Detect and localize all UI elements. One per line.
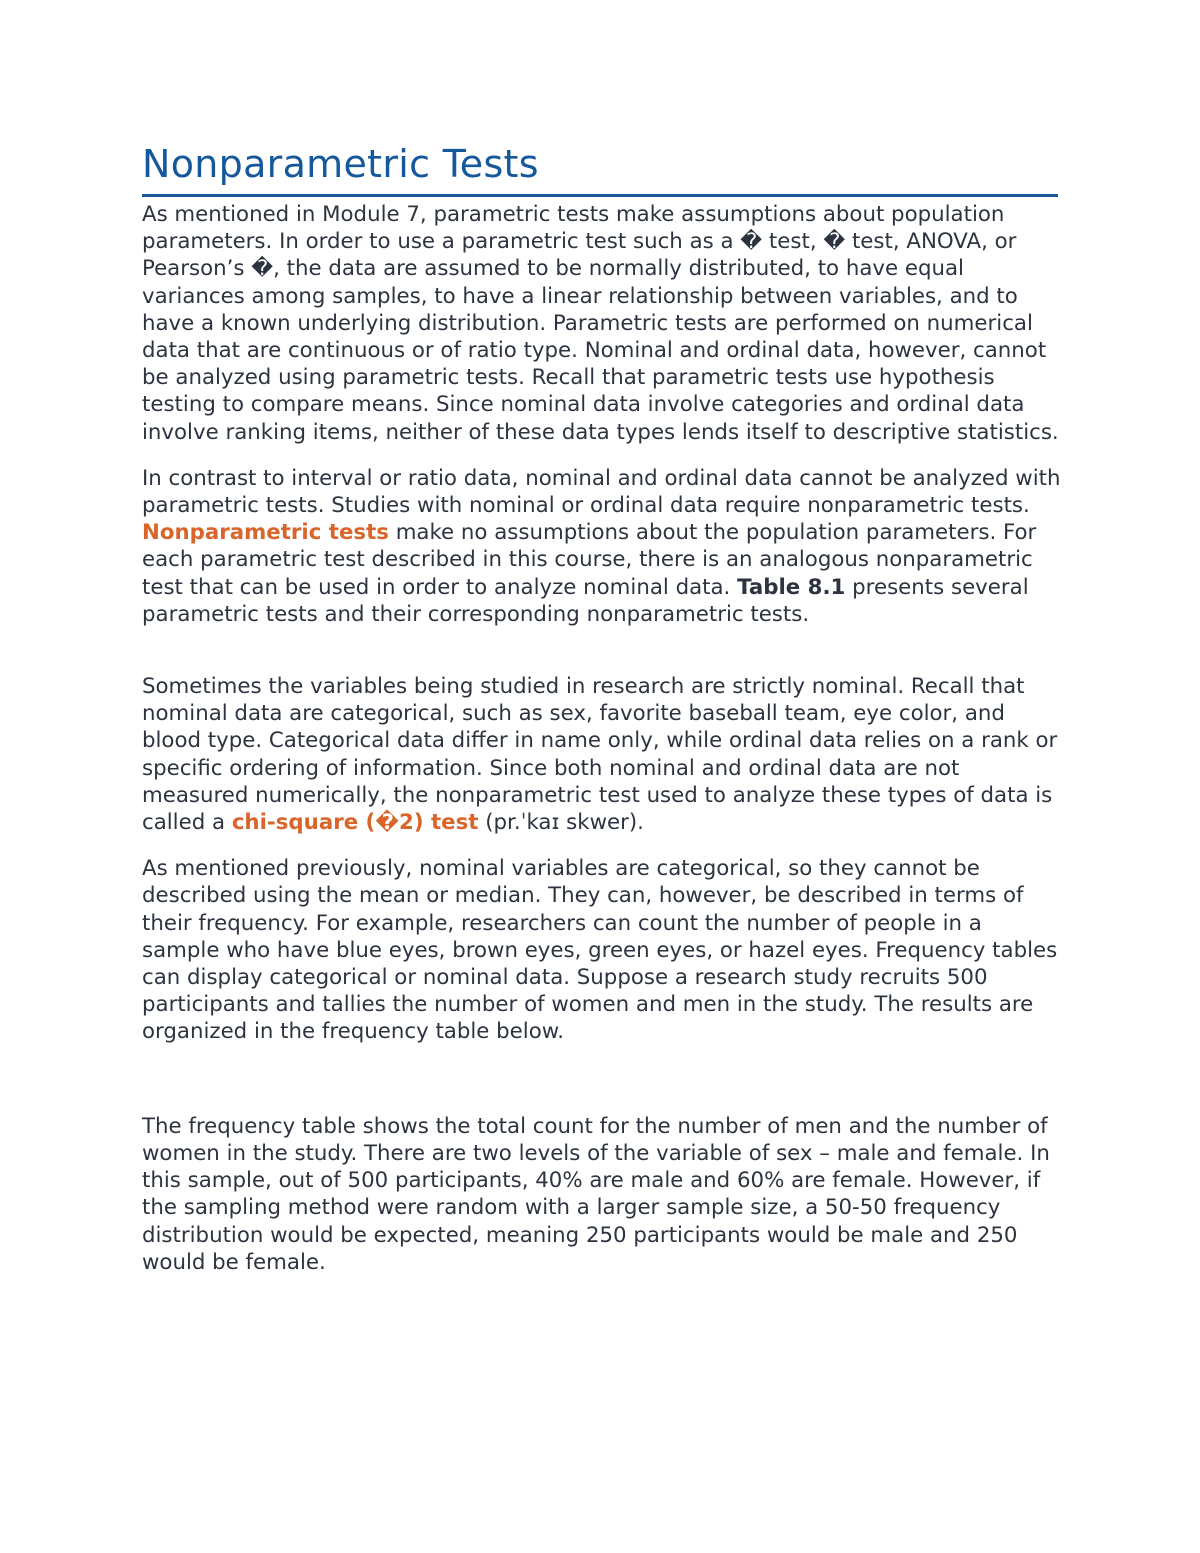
p2-text-middle: make no assumptions about the population parameters. For each parametric test described in this course, there is an analogous nonparametric test that can be used in order to analyze nominal data. bbox=[142, 520, 1037, 600]
p2-text-after: presents several parametric tests and their corresponding nonparametric tests. bbox=[142, 574, 1029, 627]
paragraph-parametric-assumptions: As mentioned in Module 7, parametric tests make assumptions about population parameters. In order to use a parametric test such as a � test, � test, ANOVA, or Pearson’s �, the data are assumed to be normally distributed, to have equal variances among samples, to have a linear relationship between variables, and to have a known underlying distribution. Parametric tests are performed on numerical data that are continuous or of ratio type. Nominal and ordinal data, however, cannot be analyzed using parametric tests. Recall that parametric tests use hypothesis testing to compare means. Since nominal data involve categories and ordinal data involve ranking items, neither of these data types lends itself to descriptive statistics. bbox=[142, 202, 1059, 445]
p3-text-after: (pr.ˈkaɪ skwer). bbox=[478, 810, 644, 836]
paragraph-nonparametric-intro bbox=[142, 465, 1062, 628]
p3-text-before: Sometimes the variables being studied in research are strictly nominal. Recall that nominal data are categorical, such as sex, favorite baseball team, eye color, and blood type. Categorical data differ in name only, while ordinal data relies on a rank or specific ordering of information. Since both nominal and ordinal data are not measured numerically, the nonparametric test used to analyze these types of data is called a bbox=[142, 674, 1058, 836]
term-chi-square-test: chi-square (�2) test bbox=[231, 810, 479, 836]
document-page bbox=[142, 140, 1062, 1295]
table-placeholder-gap bbox=[142, 647, 1062, 673]
paragraph-frequency: As mentioned previously, nominal variables are categorical, so they cannot be described using the mean or median. They can, however, be described in terms of their frequency. For example, researchers can count the number of people in a sample who have blue eyes, brown eyes, green eyes, or hazel eyes. Frequency tables can display categorical or nominal data. Suppose a research study recruits 500 participants and tallies the number of women and men in the study. The results are organized in the frequency table below. bbox=[142, 856, 1058, 1045]
frequency-table-placeholder-gap bbox=[142, 1065, 1062, 1113]
table-reference: Table 8.1 bbox=[737, 574, 846, 600]
paragraph-frequency-table-explanation: The frequency table shows the total count for the number of men and the number of women in the study. There are two levels of the variable of sex – male and female. In this sample, out of 500 participants, 40% are male and 60% are female. However, if the sampling method were random with a larger sample size, a 50-50 frequency distribution would be expected, meaning 250 participants would be male and 250 would be female. bbox=[142, 1113, 1050, 1275]
page-title: Nonparametric Tests bbox=[142, 142, 539, 186]
p2-text-before: In contrast to interval or ratio data, nominal and ordinal data cannot be analyzed with parametric tests. Studies with nominal or ordinal data require nonparametric tests. bbox=[142, 465, 1061, 519]
term-nonparametric-tests: Nonparametric tests bbox=[142, 520, 389, 546]
paragraph-chi-square bbox=[142, 673, 1062, 836]
title-underline bbox=[142, 194, 1058, 197]
